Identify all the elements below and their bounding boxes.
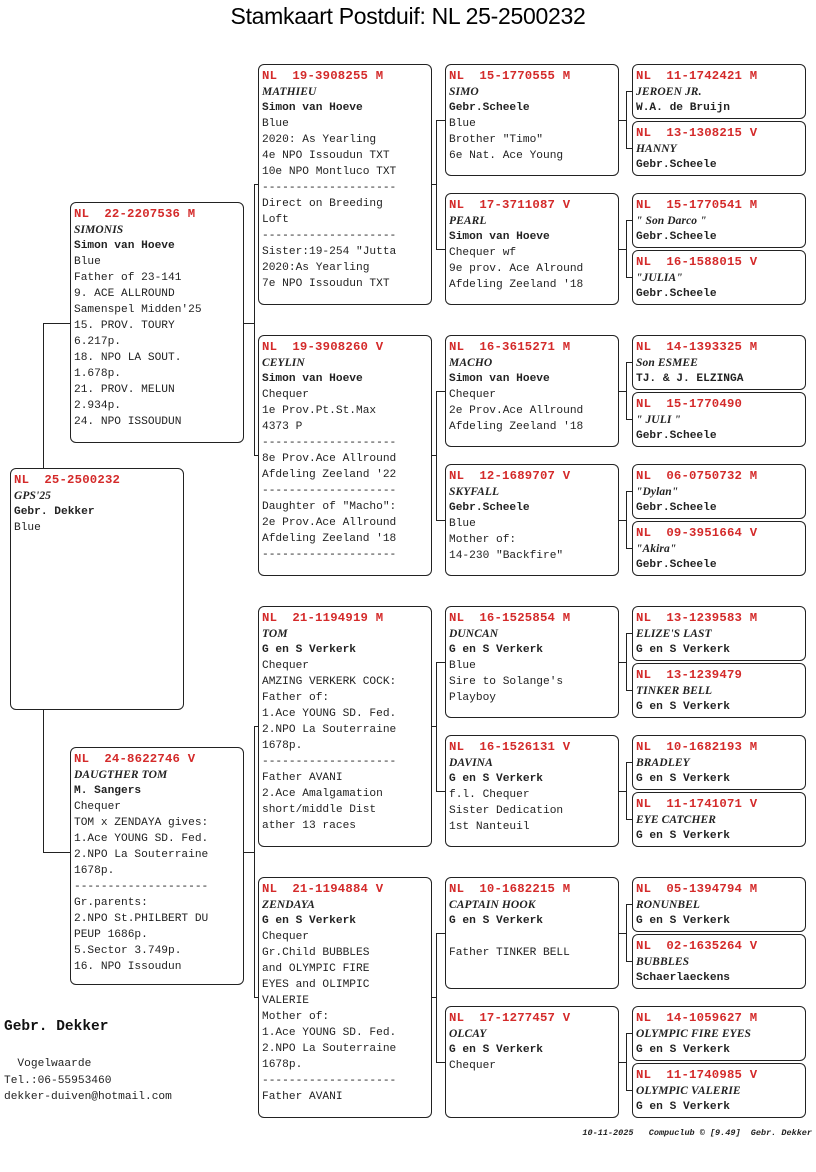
info-line: Chequer	[449, 389, 496, 401]
info-line: Samenspel Midden'25	[74, 304, 202, 316]
info-line: Chequer	[262, 660, 309, 672]
ring-number: NL 09-3951664 V	[636, 526, 758, 540]
gg-grandparent-card[interactable]	[632, 64, 806, 119]
breeder: G en S Verkerk	[636, 1101, 730, 1113]
owner-phone: Tel.:06-55953460	[4, 1075, 112, 1087]
breeder: G en S Verkerk	[262, 644, 356, 656]
gg-grandparent-card[interactable]	[632, 121, 806, 176]
ring-number: NL 06-0750732 M	[636, 469, 758, 483]
ring-number: NL 15-1770541 M	[636, 198, 758, 212]
breeder: Simon van Hoeve	[262, 373, 363, 385]
breeder: Simon van Hoeve	[262, 102, 363, 114]
info-line: 8e Prov.Ace Allround	[262, 453, 397, 465]
connector-line	[626, 904, 632, 905]
pigeon-name: ELIZE'S LAST	[636, 628, 712, 640]
gg-grandparent-card[interactable]	[632, 663, 806, 718]
pigeon-name: OLCAY	[449, 1028, 487, 1040]
connector-line	[626, 362, 632, 363]
ring-number: NL 02-1635264 V	[636, 939, 758, 953]
ring-number: NL 05-1394794 M	[636, 882, 758, 896]
ring-number: NL 16-1526131 V	[449, 740, 571, 754]
great-grandparent-card[interactable]	[445, 1006, 619, 1118]
info-line: 5.Sector 3.749p.	[74, 945, 182, 957]
connector-line	[43, 852, 70, 853]
breeder: G en S Verkerk	[449, 915, 543, 927]
footer-date: 10-11-2025	[582, 1128, 634, 1138]
info-line: Blue	[14, 522, 41, 534]
great-grandparent-card[interactable]	[445, 335, 619, 447]
ring-number: NL 16-1588015 V	[636, 255, 758, 269]
info-line: Blue	[449, 660, 476, 672]
owner-name: Gebr. Dekker	[4, 1019, 109, 1035]
grandparent-card[interactable]	[258, 335, 432, 576]
breeder: Gebr.Scheele	[449, 102, 530, 114]
info-line: EYES and OLIMPIC	[262, 979, 370, 991]
ring-number: NL 16-3615271 M	[449, 340, 571, 354]
breeder: G en S Verkerk	[636, 1044, 730, 1056]
connector-line	[436, 662, 437, 791]
connector-line	[626, 1090, 632, 1091]
connector-line	[619, 391, 626, 392]
footer-software: Compuclub © [9.49]	[648, 1128, 741, 1138]
connector-line	[619, 933, 626, 934]
ring-number: NL 13-1239479	[636, 668, 743, 682]
info-line: Blue	[449, 518, 476, 530]
connector-line	[436, 791, 445, 792]
info-line: VALERIE	[262, 995, 309, 1007]
breeder: Gebr.Scheele	[636, 502, 717, 514]
info-line: --------------------	[262, 437, 397, 449]
connector-line	[626, 1033, 627, 1090]
gg-grandparent-card[interactable]	[632, 877, 806, 932]
pigeon-name: Son ESMEE	[636, 357, 698, 369]
info-line: --------------------	[262, 230, 397, 242]
grandparent-card[interactable]	[258, 606, 432, 847]
ring-number: NL 21-1194884 V	[262, 882, 384, 896]
info-line: Mother of:	[262, 1011, 330, 1023]
ring-number: NL 17-1277457 V	[449, 1011, 571, 1025]
info-line: 16. NPO Issoudun	[74, 961, 182, 973]
gg-grandparent-card[interactable]	[632, 250, 806, 305]
breeder: Gebr.Scheele	[636, 159, 717, 171]
ring-number: NL 15-1770555 M	[449, 69, 571, 83]
connector-line	[436, 120, 437, 249]
connector-line	[626, 220, 632, 221]
info-line: 2.NPO St.PHILBERT DU	[74, 913, 209, 925]
pigeon-name: RONUNBEL	[636, 899, 701, 911]
ring-number: NL 16-1525854 M	[449, 611, 571, 625]
ring-number: NL 19-3908260 V	[262, 340, 384, 354]
connector-line	[436, 933, 437, 1062]
ring-number: NL 11-1741071 V	[636, 797, 758, 811]
connector-line	[626, 961, 632, 962]
breeder: M. Sangers	[74, 785, 142, 797]
gg-grandparent-card[interactable]	[632, 735, 806, 790]
connector-line	[436, 1062, 445, 1063]
breeder: W.A. de Bruijn	[636, 102, 730, 114]
info-line: --------------------	[262, 549, 397, 561]
grandparent-card[interactable]	[258, 64, 432, 305]
info-line: 2e Prov.Ace Allround	[262, 517, 397, 529]
info-line: Chequer	[262, 931, 309, 943]
info-line: Sire to Solange's	[449, 676, 564, 688]
info-line: 1.Ace YOUNG SD. Fed.	[74, 833, 209, 845]
connector-line	[626, 762, 627, 819]
info-line: 2e Prov.Ace Allround	[449, 405, 584, 417]
connector-line	[436, 391, 445, 392]
breeder: G en S Verkerk	[636, 644, 730, 656]
pigeon-name: TOM	[262, 628, 288, 640]
pigeon-name: JEROEN JR.	[636, 86, 702, 98]
pigeon-name: MATHIEU	[262, 86, 317, 98]
connector-line	[626, 690, 632, 691]
connector-line	[436, 520, 445, 521]
connector-line	[626, 362, 627, 419]
pigeon-name: "Akira"	[636, 543, 677, 555]
info-line: Chequer	[449, 1060, 496, 1072]
info-line: 1678p.	[74, 865, 115, 877]
info-line: short/middle Dist	[262, 804, 377, 816]
info-line: Playboy	[449, 692, 496, 704]
connector-line	[626, 633, 627, 690]
connector-line	[244, 852, 254, 853]
father-card[interactable]	[70, 202, 244, 443]
pigeon-name: CAPTAIN HOOK	[449, 899, 536, 911]
info-line: Blue	[449, 118, 476, 130]
ring-number: NL 14-1393325 M	[636, 340, 758, 354]
info-line: 10e NPO Montluco TXT	[262, 166, 397, 178]
info-line: ather 13 races	[262, 820, 356, 832]
info-line: 2.NPO La Souterraine	[262, 724, 397, 736]
pigeon-name: "Dylan"	[636, 486, 679, 498]
info-line: Sister Dedication	[449, 805, 564, 817]
info-line: Gr.parents:	[74, 897, 148, 909]
breeder: G en S Verkerk	[636, 773, 730, 785]
connector-line	[626, 220, 627, 277]
ring-number: NL 17-3711087 V	[449, 198, 571, 212]
great-grandparent-card[interactable]	[445, 735, 619, 847]
pigeon-name: SIMO	[449, 86, 479, 98]
info-line: 15. PROV. TOURY	[74, 320, 175, 332]
breeder: Gebr.Scheele	[636, 430, 717, 442]
connector-line	[436, 120, 445, 121]
info-line: Father of 23-141	[74, 272, 182, 284]
breeder: Gebr.Scheele	[636, 231, 717, 243]
great-grandparent-card[interactable]	[445, 464, 619, 576]
pigeon-name: BUBBLES	[636, 956, 690, 968]
gg-grandparent-card[interactable]	[632, 464, 806, 519]
connector-line	[619, 1062, 626, 1063]
info-line: Mother of:	[449, 534, 517, 546]
connector-line	[626, 491, 627, 548]
info-line: Brother "Timo"	[449, 134, 543, 146]
breeder: G en S Verkerk	[449, 1044, 543, 1056]
pigeon-name: ZENDAYA	[262, 899, 315, 911]
info-line: --------------------	[262, 485, 397, 497]
subject-card[interactable]	[10, 468, 184, 710]
info-line	[449, 929, 618, 945]
breeder: Simon van Hoeve	[449, 373, 550, 385]
connector-line	[619, 662, 626, 663]
info-line: Father AVANI	[262, 1091, 343, 1103]
info-line: --------------------	[262, 1075, 397, 1087]
info-line: Sister:19-254 "Jutta	[262, 246, 397, 258]
connector-line	[626, 904, 627, 961]
footer-owner: Gebr. Dekker	[750, 1128, 812, 1138]
info-line: f.l. Chequer	[449, 789, 530, 801]
great-grandparent-card[interactable]	[445, 193, 619, 305]
info-line: Father TINKER BELL	[449, 947, 570, 959]
info-line: Father AVANI	[262, 772, 343, 784]
info-line: 2.NPO La Souterraine	[262, 1043, 397, 1055]
info-line: Chequer wf	[449, 247, 517, 259]
gg-grandparent-card[interactable]	[632, 606, 806, 661]
breeder: G en S Verkerk	[636, 915, 730, 927]
info-line: and OLYMPIC FIRE	[262, 963, 370, 975]
connector-line	[626, 819, 632, 820]
info-line: 9. ACE ALLROUND	[74, 288, 175, 300]
pigeon-name: BRADLEY	[636, 757, 690, 769]
ring-number: NL 12-1689707 V	[449, 469, 571, 483]
info-line: 7e NPO Issoudun TXT	[262, 278, 390, 290]
pigeon-name: "JULIA"	[636, 272, 683, 284]
great-grandparent-card[interactable]	[445, 606, 619, 718]
great-grandparent-card[interactable]	[445, 877, 619, 989]
footer	[582, 1128, 812, 1138]
gg-grandparent-card[interactable]	[632, 1006, 806, 1061]
connector-line	[43, 323, 70, 324]
ring-number: NL 14-1059627 M	[636, 1011, 758, 1025]
info-line: Afdeling Zeeland '18	[449, 421, 584, 433]
info-line: 1st Nanteuil	[449, 821, 530, 833]
connector-line	[626, 419, 632, 420]
owner-email: dekker-duiven@hotmail.com	[4, 1091, 172, 1103]
ring-number: NL 19-3908255 M	[262, 69, 384, 83]
ring-number: NL 24-8622746 V	[74, 752, 196, 766]
pigeon-name: " Son Darco "	[636, 215, 707, 227]
gg-grandparent-card[interactable]	[632, 521, 806, 576]
connector-line	[619, 520, 626, 521]
info-line: 1.Ace YOUNG SD. Fed.	[262, 708, 397, 720]
connector-line	[626, 91, 627, 148]
ring-number: NL 15-1770490	[636, 397, 743, 411]
info-line: 6e Nat. Ace Young	[449, 150, 564, 162]
info-line: 2.NPO La Souterraine	[74, 849, 209, 861]
info-line: --------------------	[262, 756, 397, 768]
info-line: 24. NPO ISSOUDUN	[74, 416, 182, 428]
connector-line	[436, 662, 445, 663]
pigeon-name: DAVINA	[449, 757, 493, 769]
info-line: Gr.Child BUBBLES	[262, 947, 370, 959]
page-title: Stamkaart Postduif: NL 25-2500232	[230, 3, 586, 29]
pigeon-name: MACHO	[449, 357, 493, 369]
connector-line	[626, 91, 632, 92]
connector-line	[254, 184, 255, 455]
ring-number: NL 11-1742421 M	[636, 69, 758, 83]
ring-number: NL 13-1308215 V	[636, 126, 758, 140]
breeder: Gebr.Scheele	[449, 502, 530, 514]
connector-line	[626, 762, 632, 763]
info-line: Blue	[74, 256, 101, 268]
info-line: 1.Ace YOUNG SD. Fed.	[262, 1027, 397, 1039]
info-line: 18. NPO LA SOUT.	[74, 352, 182, 364]
info-line: 1678p.	[262, 740, 303, 752]
breeder: Simon van Hoeve	[449, 231, 550, 243]
ring-number: NL 21-1194919 M	[262, 611, 384, 625]
connector-line	[43, 323, 44, 468]
gg-grandparent-card[interactable]	[632, 335, 806, 390]
pigeon-name: SKYFALL	[449, 486, 500, 498]
breeder: Simon van Hoeve	[74, 240, 175, 252]
info-line: Father of:	[262, 692, 330, 704]
pigeon-name: EYE CATCHER	[636, 814, 717, 826]
connector-line	[619, 120, 626, 121]
info-line: Chequer	[262, 389, 309, 401]
grandparent-card[interactable]	[258, 877, 432, 1118]
info-line: Direct on Breeding	[262, 198, 383, 210]
info-line: Loft	[262, 214, 289, 226]
info-line: --------------------	[262, 182, 397, 194]
breeder: G en S Verkerk	[636, 830, 730, 842]
ring-number: NL 25-2500232	[14, 473, 121, 487]
info-line: PEUP 1686p.	[74, 929, 148, 941]
info-line: 1678p.	[262, 1059, 303, 1071]
connector-line	[619, 791, 626, 792]
pigeon-name: DUNCAN	[449, 628, 499, 640]
connector-line	[244, 323, 254, 324]
info-line: Daughter of "Macho":	[262, 501, 397, 513]
info-line: Chequer	[74, 801, 121, 813]
ring-number: NL 10-1682215 M	[449, 882, 571, 896]
info-line: 1.678p.	[74, 368, 121, 380]
gg-grandparent-card[interactable]	[632, 1063, 806, 1118]
connector-line	[619, 249, 626, 250]
connector-line	[626, 1033, 632, 1034]
info-line: 4373 P	[262, 421, 303, 433]
info-line: Blue	[262, 118, 289, 130]
connector-line	[254, 726, 258, 727]
pigeon-name: CEYLIN	[262, 357, 305, 369]
connector-line	[254, 184, 258, 185]
connector-line	[626, 491, 632, 492]
info-line: 2.Ace Amalgamation	[262, 788, 383, 800]
breeder: Schaerlaeckens	[636, 972, 730, 984]
connector-line	[436, 933, 445, 934]
pigeon-name: SIMONIS	[74, 224, 124, 236]
pigeon-name: OLYMPIC FIRE EYES	[636, 1028, 752, 1040]
connector-line	[436, 391, 437, 520]
connector-line	[626, 148, 632, 149]
info-line: Afdeling Zeeland '18	[262, 533, 397, 545]
pigeon-name: OLYMPIC VALERIE	[636, 1085, 741, 1097]
breeder: TJ. & J. ELZINGA	[636, 373, 744, 385]
ring-number: NL 10-1682193 M	[636, 740, 758, 754]
breeder: G en S Verkerk	[449, 644, 543, 656]
pigeon-name: PEARL	[449, 215, 487, 227]
connector-line	[626, 277, 632, 278]
info-line: 14-230 "Backfire"	[449, 550, 564, 562]
info-line: Afdeling Zeeland '18	[449, 279, 584, 291]
info-line: 2020:As Yearling	[262, 262, 370, 274]
breeder: G en S Verkerk	[636, 701, 730, 713]
pigeon-name: HANNY	[636, 143, 677, 155]
gg-grandparent-card[interactable]	[632, 392, 806, 447]
great-grandparent-card[interactable]	[445, 64, 619, 176]
info-line: 1e Prov.Pt.St.Max	[262, 405, 377, 417]
connector-line	[43, 710, 44, 852]
connector-line	[254, 726, 255, 997]
connector-line	[626, 548, 632, 549]
owner-city: Vogelwaarde	[4, 1058, 92, 1070]
info-line: --------------------	[74, 881, 209, 893]
mother-card[interactable]	[70, 747, 244, 985]
pigeon-name: " JULI "	[636, 414, 681, 426]
gg-grandparent-card[interactable]	[632, 193, 806, 248]
info-line: 2020: As Yearling	[262, 134, 377, 146]
breeder: Gebr. Dekker	[14, 506, 95, 518]
info-line: 6.217p.	[74, 336, 121, 348]
gg-grandparent-card[interactable]	[632, 934, 806, 989]
ring-number: NL 22-2207536 M	[74, 207, 196, 221]
info-line: AMZING VERKERK COCK:	[262, 676, 397, 688]
connector-line	[254, 997, 258, 998]
breeder: Gebr.Scheele	[636, 559, 717, 571]
breeder: G en S Verkerk	[449, 773, 543, 785]
breeder: G en S Verkerk	[262, 915, 356, 927]
info-line: Afdeling Zeeland '22	[262, 469, 397, 481]
info-line: 9e prov. Ace Alround	[449, 263, 584, 275]
ring-number: NL 11-1740985 V	[636, 1068, 758, 1082]
info-line: 21. PROV. MELUN	[74, 384, 175, 396]
pigeon-name: GPS'25	[14, 490, 52, 502]
info-line: TOM x ZENDAYA gives:	[74, 817, 209, 829]
info-line: 4e NPO Issoudun TXT	[262, 150, 390, 162]
pigeon-name: TINKER BELL	[636, 685, 713, 697]
breeder: Gebr.Scheele	[636, 288, 717, 300]
info-line: 2.934p.	[74, 400, 121, 412]
pigeon-name: DAUGTHER TOM	[74, 769, 168, 781]
connector-line	[254, 455, 258, 456]
gg-grandparent-card[interactable]	[632, 792, 806, 847]
ring-number: NL 13-1239583 M	[636, 611, 758, 625]
connector-line	[626, 633, 632, 634]
connector-line	[436, 249, 445, 250]
